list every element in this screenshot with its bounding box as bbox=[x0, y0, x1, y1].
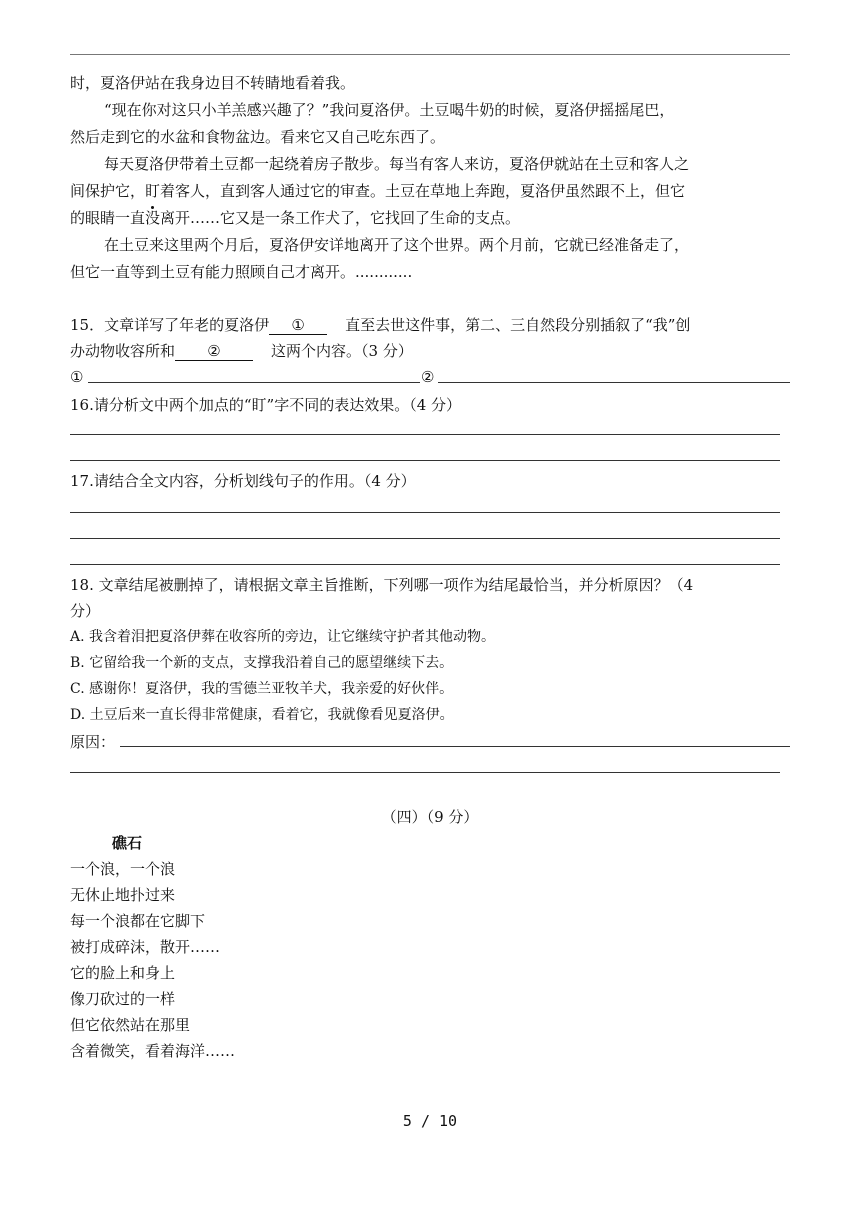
q15-blank-1[interactable]: ① bbox=[269, 316, 327, 335]
poem-line: 但它依然站在那里 bbox=[70, 1016, 191, 1034]
passage-line bbox=[70, 178, 790, 205]
poem-line: 含着微笑，看着海洋…… bbox=[70, 1042, 236, 1060]
question-18-line-2: 分） bbox=[70, 602, 101, 620]
poem-line: 它的脸上和身上 bbox=[70, 964, 176, 982]
passage-line: 每天夏洛伊带着土豆都一起绕着房子散步。每当有客人来访，夏洛伊就站在土豆和客人之 bbox=[104, 155, 690, 173]
poem-line: 无休止地扑过来 bbox=[70, 886, 176, 904]
question-17: 17.请结合全文内容，分析划线句子的作用。（4 分） bbox=[70, 472, 416, 490]
q15-answer-label-2: ② bbox=[421, 368, 435, 386]
reason-answer-line[interactable] bbox=[120, 746, 790, 747]
answer-line[interactable] bbox=[70, 512, 780, 513]
q15-text: 这两个内容。（3 分） bbox=[271, 342, 413, 360]
q15-answer-line-2[interactable] bbox=[438, 382, 790, 383]
q15-text: 办动物收容所和 bbox=[70, 342, 176, 360]
answer-line[interactable] bbox=[70, 434, 780, 435]
question-15 bbox=[70, 312, 790, 338]
header-rule bbox=[70, 54, 790, 55]
section-heading: （四）（9 分） bbox=[381, 808, 479, 826]
option-a[interactable]: A. 我含着泪把夏洛伊葬在收容所的旁边，让它继续守护者其他动物。 bbox=[70, 629, 496, 645]
poem-title: 礁石 bbox=[112, 834, 143, 852]
answer-line[interactable] bbox=[70, 538, 780, 539]
page-number: 5 / 10 bbox=[402, 1112, 458, 1130]
answer-line[interactable] bbox=[70, 564, 780, 565]
dotted-character: 盯 bbox=[145, 178, 160, 205]
q15-answer-label-1: ① bbox=[70, 368, 84, 386]
option-c[interactable]: C. 感谢你！夏洛伊，我的雪德兰亚牧羊犬，我亲爱的好伙伴。 bbox=[70, 681, 454, 697]
passage-line: “现在你对这只小羊羔感兴趣了？”我问夏洛伊。土豆喝牛奶的时候，夏洛伊摇摇尾巴， bbox=[104, 101, 675, 119]
poem-line: 像刀砍过的一样 bbox=[70, 990, 176, 1008]
passage-line: 但它一直等到土豆有能力照顾自己才离开。............ bbox=[70, 263, 413, 281]
q15-answer-line-1[interactable] bbox=[88, 382, 420, 383]
option-d[interactable]: D. 土豆后来一直长得非常健康，看着它，我就像看见夏洛伊。 bbox=[70, 707, 454, 723]
passage-line: 时，夏洛伊站在我身边目不转睛地看着我。 bbox=[70, 74, 356, 92]
q15-text: 直至去世这件事，第二、三自然段分别插叙了“我”创 bbox=[345, 316, 691, 334]
option-b[interactable]: B. 它留给我一个新的支点，支撑我沿着自己的愿望继续下去。 bbox=[70, 655, 454, 671]
question-16: 16.请分析文中两个加点的“盯”字不同的表达效果。（4 分） bbox=[70, 396, 462, 414]
question-18: 18. 文章结尾被删掉了，请根据文章主旨推断，下列哪一项作为结尾最恰当，并分析原因？（4 bbox=[70, 576, 694, 594]
q15-blank-2[interactable]: ② bbox=[175, 342, 253, 361]
poem-line: 一个浪，一个浪 bbox=[70, 860, 176, 878]
answer-line[interactable] bbox=[70, 772, 780, 773]
poem-line: 被打成碎沫，散开…… bbox=[70, 938, 221, 956]
reason-label: 原因： bbox=[70, 733, 116, 751]
passage-text: 着客人，直到客人通过它的审查。土豆在草地上奔跑，夏洛伊虽然跟不上，但它 bbox=[160, 182, 686, 200]
passage-text: 间保护它， bbox=[70, 182, 146, 200]
question-15-line-2 bbox=[70, 338, 790, 364]
answer-line[interactable] bbox=[70, 460, 780, 461]
passage-line: 在土豆来这里两个月后，夏洛伊安详地离开了这个世界。两个月前，它就已经准备走了， bbox=[104, 236, 690, 254]
q15-text: 15．文章详写了年老的夏洛伊 bbox=[70, 316, 270, 334]
passage-line: 的眼睛一直没离开……它又是一条工作犬了，它找回了生命的支点。 bbox=[70, 209, 521, 227]
passage-line: 然后走到它的水盆和食物盆边。看来它又自己吃东西了。 bbox=[70, 128, 446, 146]
poem-line: 每一个浪都在它脚下 bbox=[70, 912, 206, 930]
